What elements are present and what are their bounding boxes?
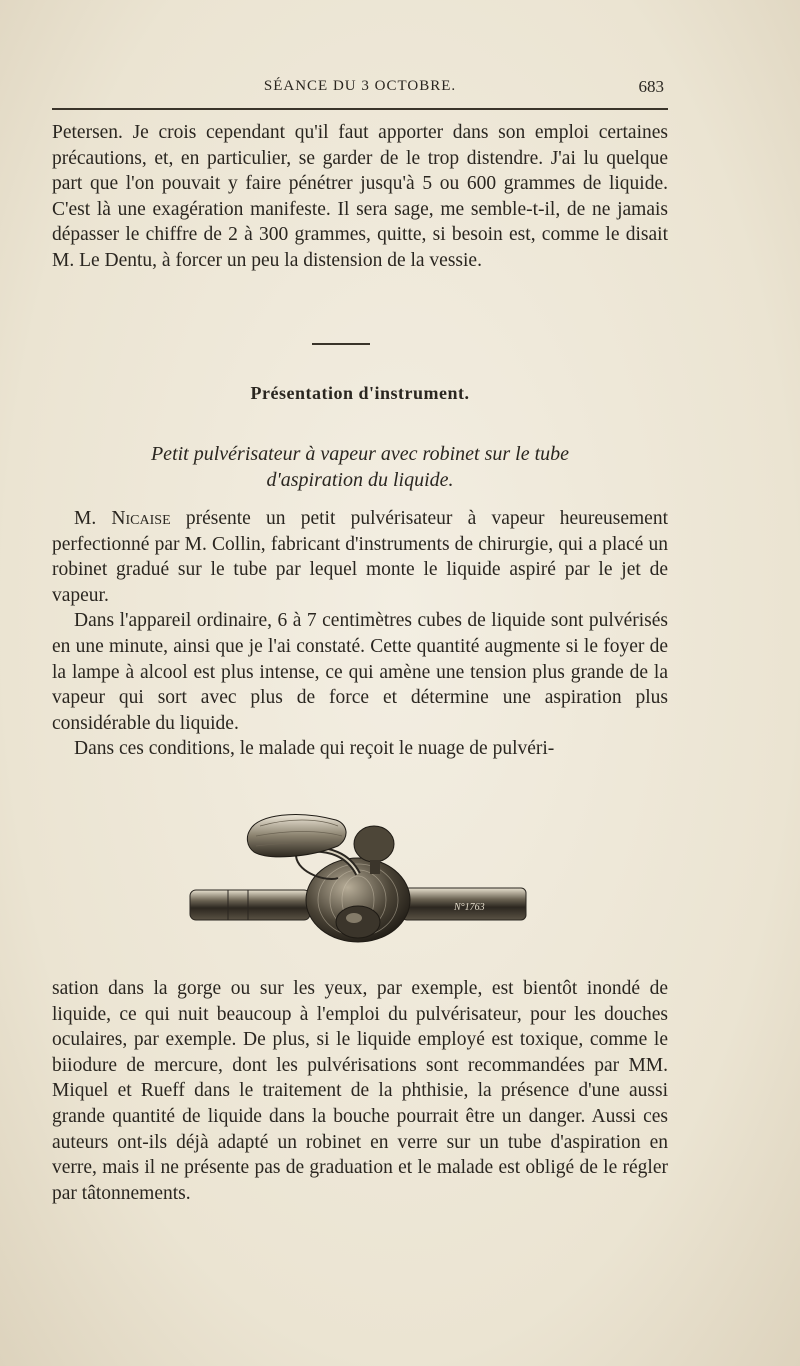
- speaker-name: Nicaise: [111, 508, 171, 529]
- paragraph-presentation: [52, 506, 668, 608]
- paragraph-ordinary-device: Dans l'appareil ordinaire, 6 à 7 centimètres cubes de liquide sont pulvérisés en une minute, ainsi que je l'ai constaté. Cette quantité augmente si le foyer de la lampe à alcool est plus intense, ce qui amène une tension plus grande de la vapeur qui sort avec plus de force et détermine une aspiration plus considérable du liquide.: [52, 610, 668, 734]
- atomizer-illustration: [188, 804, 528, 954]
- body-text-top: [52, 120, 668, 274]
- page-header: [52, 78, 668, 100]
- body-text-middle: [52, 506, 668, 762]
- subtitle-line-1: Petit pulvérisateur à vapeur avec robinet sur le tube: [150, 443, 570, 465]
- paragraph-presentation-text: présente un petit pulvérisateur à vapeur heureusement perfectionné par M. Collin, fabricant d'instruments de chirurgie, qui a placé un robinet gradué sur le tube par lequel monte le liquide aspiré par le jet de vapeur.: [52, 508, 668, 606]
- speaker-prefix: M.: [74, 508, 112, 529]
- running-head: SÉANCE DU 3 OCTOBRE.: [263, 78, 457, 94]
- body-text-bottom: [52, 976, 668, 1206]
- tube-left: [190, 890, 310, 920]
- paragraph-continuation: Petersen. Je crois cependant qu'il faut apporter dans son emploi certaines précautions, et, en particulier, se garder de le trop distendre. J'ai lu quelque part que l'on pouvait y faire pénétrer jusqu'à 5 ou 600 grammes de liquide. C'est là une exagération manifeste. Il sera sage, me semble-t-il, de ne jamais dépasser le chiffre de 2 à 300 grammes, quitte, si besoin est, comme le disait M. Le Dentu, à forcer un peu la distension de la vessie.: [52, 122, 668, 271]
- engraver-mark: N°1763: [454, 902, 485, 913]
- header-rule: [52, 108, 668, 110]
- page-number: 683: [638, 77, 664, 96]
- section-separator: [312, 343, 370, 345]
- section-title: Présentation d'instrument.: [250, 383, 470, 403]
- subtitle: [52, 441, 668, 493]
- subtitle-line-2: d'aspiration du liquide.: [266, 469, 454, 491]
- paragraph-conditions: Dans ces conditions, le malade qui reçoit le nuage de pulvéri-: [74, 738, 555, 760]
- paragraph-after-figure: sation dans la gorge ou sur les yeux, par exemple, est bientôt inondé de liquide, ce qui nuit beaucoup à l'emploi du pulvérisateur, pour les douches oculaires, par exemple. De plus, si le liquide employé est toxique, comme le biiodure de mercure, dont les pulvérisations sont recommandées par MM. Miquel et Rueff dans le traitement de la phthisie, la présence d'une aussi grande quantité de liquide dans la bouche pourrait être un danger. Aussi ces auteurs ont-ils déjà adapté un robinet en verre sur un tube d'aspiration en verre, mais il ne présente pas de graduation et le malade est obligé de le régler par tâtonnements.: [52, 978, 668, 1204]
